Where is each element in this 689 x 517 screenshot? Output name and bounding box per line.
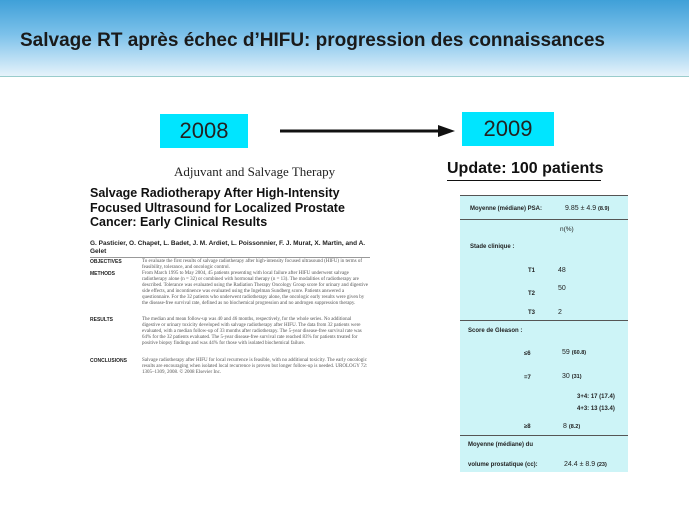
volume-median: (23) <box>597 462 607 468</box>
gleason-ge8-value <box>563 423 580 430</box>
year-2008-box: 2008 <box>160 114 248 148</box>
abstract-label: RESULTS <box>90 317 113 323</box>
update-heading: Update: 100 patients <box>447 160 604 177</box>
gleason-le6-value <box>562 349 586 356</box>
gleason-le6-pct: (60.8) <box>571 350 587 356</box>
gleason-eq7-value <box>562 373 582 380</box>
gleason-ge8-label: ≥8 <box>524 424 531 430</box>
stade-label: Stade clinique : <box>470 244 515 250</box>
gleason-le6-label: ≤6 <box>524 351 531 357</box>
abstract-methods <box>90 271 370 316</box>
abstract-label: CONCLUSIONS <box>90 358 127 364</box>
table-rule <box>460 320 628 321</box>
psa-median: (8.9) <box>598 206 610 212</box>
gleason-eq7-count: 30 <box>562 373 570 380</box>
gleason-eq7-pct: (31) <box>571 374 582 380</box>
paper-excerpt <box>84 158 376 388</box>
abstract-label: OBJECTIVES <box>90 259 122 265</box>
abstract-text: From March 1995 to May 2004, 45 patients presenting with local failure after HIFU underwent salvage radiotherapy alone (n = 32) or combined with hormonal therapy (n = 13). The modalities of radiotherapy are described. Tolerance was evaluated using the Radiation Therapy Oncology Group score for urinary and digestive side effects, and incontinence was evaluated using the Ingelman Sundberg score. Patients answered a questionnaire. For the 32 patients who underwent radiotherapy alone, the oncologic early results were given by the disease-free survival rate, defined as no biochemical progression and no androgen suppression therapy. <box>142 271 368 306</box>
volume-value <box>564 461 607 468</box>
psa-mean: 9.85 ± 4.9 <box>565 205 597 212</box>
abstract-results <box>90 317 370 357</box>
abstract-text: The median and mean follow-up was 40 and 46 months, respectively, for the whole series. No additional digestive or urinary toxicity developed with salvage radiotherapy after HIFU. The data from 32 patients were evaluated, with a median follow-up of 33 months after radiotherapy. The 5-year disease-free survival rate was 64% for the 32 patients evaluated. The 5-year disease-free survival rate reached 83% for patients treated for positive biopsy findings and was 44% for those with isolated biochemical failure. <box>142 317 362 346</box>
timeline-arrow-icon <box>280 124 455 138</box>
slide-title: Salvage RT après échec d’HIFU: progression des connaissances <box>20 30 605 51</box>
psa-label: Moyenne (médiane) PSA: <box>470 206 543 212</box>
header-divider <box>0 76 689 77</box>
gleason-ge8-count: 8 <box>563 423 567 430</box>
table-rule <box>460 435 628 436</box>
t2-label: T2 <box>528 291 536 297</box>
t3-label: T3 <box>528 310 536 316</box>
t1-label: T1 <box>528 268 536 274</box>
paper-section-heading: Adjuvant and Salvage Therapy <box>174 164 336 179</box>
volume-label-2: volume prostatique (cc): <box>468 462 538 468</box>
update-table <box>460 195 628 472</box>
abstract-objectives <box>90 259 370 271</box>
paper-authors: G. Pasticier, O. Chapet, L. Badet, J. M. Ardiet, L. Poissonnier, F. J. Murat, X. Martin, and A. Gelet <box>90 240 366 255</box>
abstract-conclusions <box>90 358 370 382</box>
t2-value: 50 <box>558 285 566 292</box>
t1-value: 48 <box>558 267 566 274</box>
abstract-text: To evaluate the first results of salvage radiotherapy after high-intensity focused ultrasound (HIFU) in terms of feasibility, tolerance, and oncologic control. <box>142 259 363 270</box>
update-heading-underline <box>447 180 601 181</box>
volume-label-1: Moyenne (médiane) du <box>468 442 534 448</box>
volume-mean: 24.4 ± 8.9 <box>564 461 596 468</box>
n-percent-header: n(%) <box>560 226 574 233</box>
gleason-eq7-label: =7 <box>524 375 531 381</box>
table-rule <box>460 195 628 196</box>
gleason-label: Score de Gleason : <box>468 328 523 334</box>
year-2009-box: 2009 <box>462 112 554 146</box>
gleason-ge8-pct: (8.2) <box>568 424 581 430</box>
abstract-rule-top <box>90 257 370 258</box>
psa-value <box>565 205 609 212</box>
abstract-text: Salvage radiotherapy after HIFU for local recurrence is feasible, with no additional toxicity. The early oncologic results are encouraging when isolated local recurrence is proven but longer follow-up is needed. UROLOGY 72: 1305–1309, 2008. © 2008 Elsevier Inc. <box>142 358 368 375</box>
gleason-le6-count: 59 <box>562 349 570 356</box>
gleason-3-4: 3+4: 17 (17.4) <box>577 394 615 400</box>
t3-value: 2 <box>558 309 562 316</box>
abstract-label: METHODS <box>90 271 115 277</box>
table-rule <box>460 219 628 220</box>
paper-title: Salvage Radiotherapy After High-Intensity Focused Ultrasound for Localized Prostate Cancer: Early Clinical Results <box>90 186 345 229</box>
gleason-4-3: 4+3: 13 (13.4) <box>577 406 615 412</box>
slide-header <box>0 0 689 76</box>
